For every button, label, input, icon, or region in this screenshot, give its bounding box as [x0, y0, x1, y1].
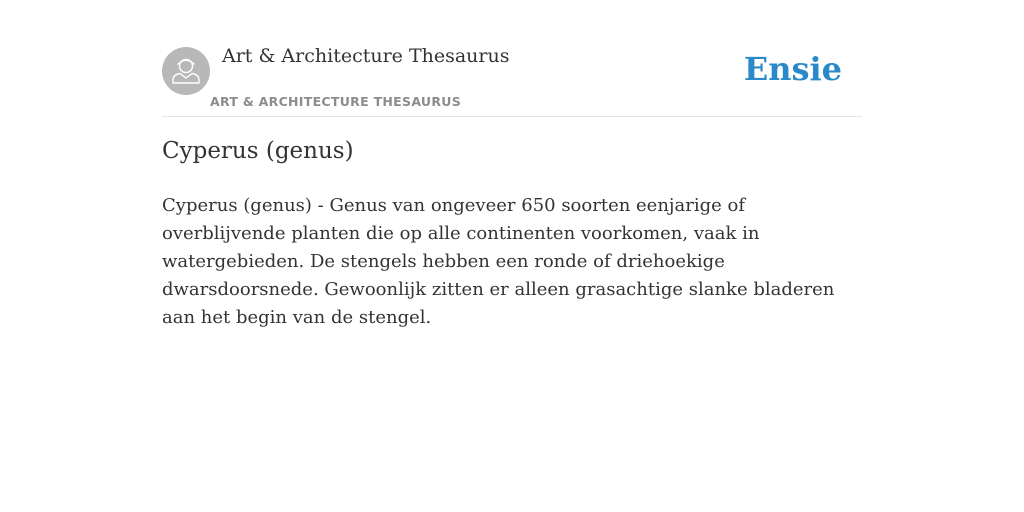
user-silhouette-icon — [162, 47, 210, 95]
author-name[interactable]: Art & Architecture Thesaurus — [222, 45, 510, 67]
header — [162, 40, 862, 117]
article-body: Cyperus (genus) - Genus van ongeveer 650 soorten eenjarige of overblijvende planten die op alle continenten voorkomen, vaak in watergebieden. De stengels hebben een ronde of driehoekige dwarsdoorsnede. Gewoonlijk zitten er alleen grasachtige slanke bladeren aan het begin van de stengel. — [162, 195, 835, 328]
source-label[interactable]: ART & ARCHITECTURE THESAURUS — [210, 94, 462, 109]
page-title: Cyperus (genus) — [162, 138, 354, 164]
avatar[interactable] — [162, 47, 210, 95]
brand-logo[interactable]: Ensie — [743, 50, 842, 88]
